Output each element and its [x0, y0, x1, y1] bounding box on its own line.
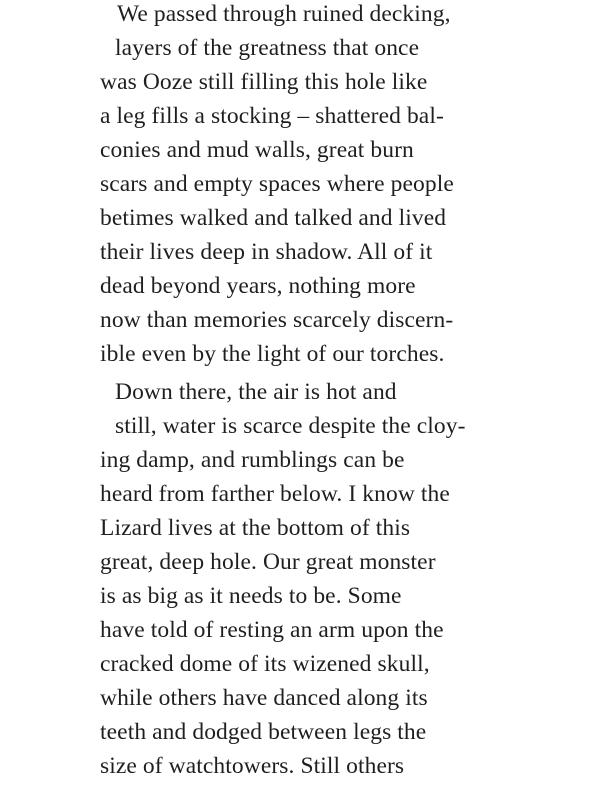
text-line: ible even by the light of our torches. [100, 341, 445, 367]
text-line: size of watchtowers. Still others [100, 753, 405, 779]
text-line: conies and mud walls, great burn [100, 137, 414, 163]
text-line: great, deep hole. Our great monster [100, 549, 436, 575]
text-line: betimes walked and talked and lived [100, 205, 447, 231]
text-line: is as big as it needs to be. Some [100, 583, 402, 609]
text-line: dead beyond years, nothing more [100, 273, 416, 299]
text-line: cracked dome of its wizened skull, [100, 651, 430, 677]
text-line: layers of the greatness that once [115, 35, 420, 61]
text-line: now than memories scarcely discern- [100, 307, 454, 333]
text-line: We passed through ruined decking, [117, 1, 451, 27]
text-line: still, water is scarce despite the cloy- [115, 413, 466, 439]
text-line: have told of resting an arm upon the [100, 617, 444, 643]
text-line: Down there, the air is hot and [115, 379, 397, 405]
text-line: scars and empty spaces where people [100, 171, 454, 197]
text-line: a leg fills a stocking – shattered bal- [100, 103, 444, 129]
text-line: while others have danced along its [100, 685, 428, 711]
text-line: ing damp, and rumblings can be [100, 447, 405, 473]
text-line: was Ooze still filling this hole like [100, 69, 428, 95]
text-line: their lives deep in shadow. All of it [100, 239, 433, 265]
text-line: heard from farther below. I know the [100, 481, 450, 507]
text-line: Lizard lives at the bottom of this [100, 515, 411, 541]
text-line: teeth and dodged between legs the [100, 719, 427, 745]
